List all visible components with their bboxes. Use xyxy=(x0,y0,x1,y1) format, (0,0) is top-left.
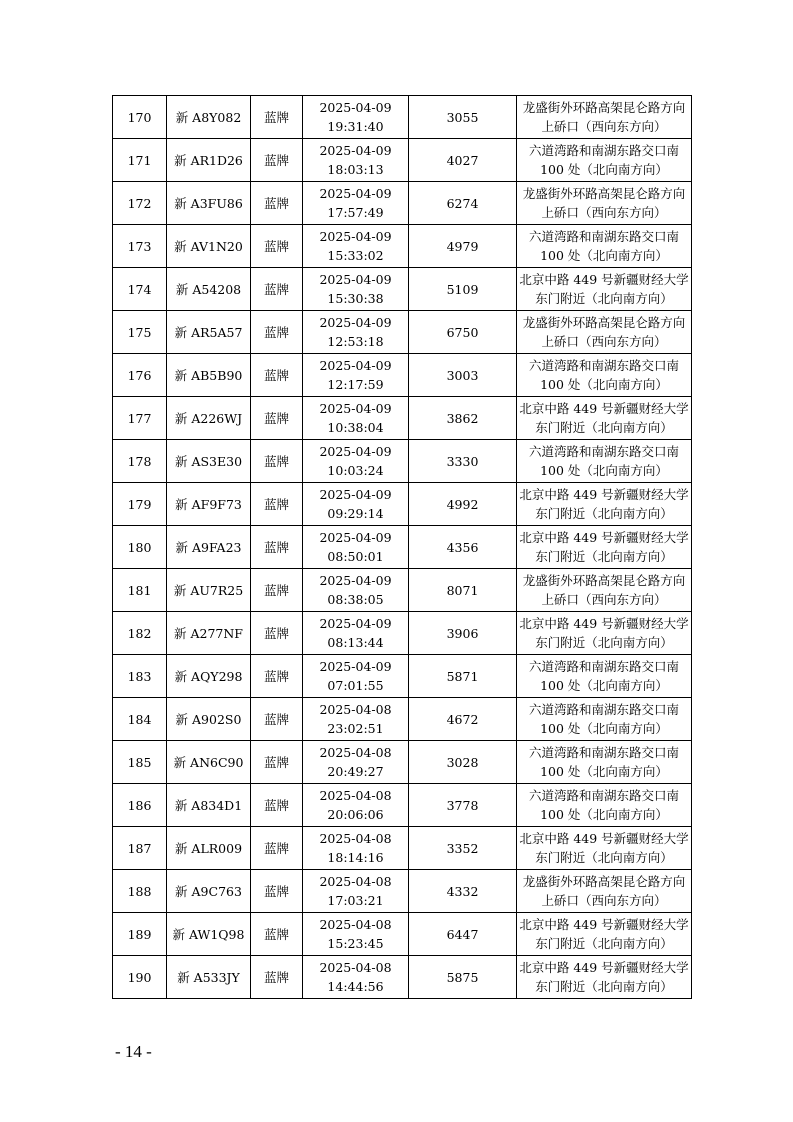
table-row xyxy=(113,397,692,440)
datetime-date: 2025-04-08 xyxy=(319,745,392,760)
datetime-cell xyxy=(303,268,409,311)
location-cell xyxy=(517,483,692,526)
location-cell xyxy=(517,311,692,354)
plate-color-cell: 蓝牌 xyxy=(251,569,303,612)
code-cell: 3028 xyxy=(409,741,517,784)
code-cell: 4979 xyxy=(409,225,517,268)
datetime-cell xyxy=(303,483,409,526)
code-cell: 5109 xyxy=(409,268,517,311)
datetime-time: 20:49:27 xyxy=(327,764,384,779)
datetime-time: 23:02:51 xyxy=(327,721,384,736)
plate-number-cell: 新 A8Y082 xyxy=(167,96,251,139)
code-cell: 4356 xyxy=(409,526,517,569)
datetime-date: 2025-04-08 xyxy=(319,960,392,975)
datetime-date: 2025-04-09 xyxy=(319,315,392,330)
location-loc1: 北京中路 449 号新疆财经大学 xyxy=(519,530,689,545)
datetime-cell xyxy=(303,698,409,741)
location-loc2: 上硚口（西向东方向） xyxy=(541,334,667,349)
row-number-cell: 190 xyxy=(113,956,167,999)
datetime-time: 08:38:05 xyxy=(327,592,384,607)
location-cell xyxy=(517,397,692,440)
row-number-cell: 182 xyxy=(113,612,167,655)
datetime-cell xyxy=(303,96,409,139)
row-number-cell: 170 xyxy=(113,96,167,139)
datetime-cell xyxy=(303,139,409,182)
datetime-time: 18:03:13 xyxy=(327,162,384,177)
location-cell xyxy=(517,612,692,655)
row-number-cell: 186 xyxy=(113,784,167,827)
plate-number-cell: 新 A533JY xyxy=(167,956,251,999)
datetime-time: 10:38:04 xyxy=(327,420,384,435)
datetime-cell xyxy=(303,784,409,827)
datetime-date: 2025-04-09 xyxy=(319,100,392,115)
table-row xyxy=(113,182,692,225)
plate-color-cell: 蓝牌 xyxy=(251,741,303,784)
datetime-date: 2025-04-09 xyxy=(319,143,392,158)
code-cell: 3862 xyxy=(409,397,517,440)
datetime-time: 12:53:18 xyxy=(327,334,384,349)
plate-color-cell: 蓝牌 xyxy=(251,397,303,440)
code-cell: 6274 xyxy=(409,182,517,225)
datetime-time: 19:31:40 xyxy=(327,119,384,134)
plate-number-cell: 新 A3FU86 xyxy=(167,182,251,225)
plate-color-cell: 蓝牌 xyxy=(251,96,303,139)
location-loc2: 东门附近（北向南方向） xyxy=(535,850,673,865)
row-number-cell: 179 xyxy=(113,483,167,526)
location-loc1: 北京中路 449 号新疆财经大学 xyxy=(519,487,689,502)
plate-color-cell: 蓝牌 xyxy=(251,268,303,311)
table-row xyxy=(113,440,692,483)
location-loc2: 东门附近（北向南方向） xyxy=(535,549,673,564)
table-row xyxy=(113,741,692,784)
datetime-cell xyxy=(303,440,409,483)
code-cell: 6750 xyxy=(409,311,517,354)
records-table-body xyxy=(113,96,692,999)
plate-color-cell: 蓝牌 xyxy=(251,870,303,913)
table-row xyxy=(113,483,692,526)
plate-color-cell: 蓝牌 xyxy=(251,225,303,268)
plate-color-cell: 蓝牌 xyxy=(251,440,303,483)
location-cell xyxy=(517,440,692,483)
datetime-cell xyxy=(303,397,409,440)
datetime-time: 12:17:59 xyxy=(327,377,384,392)
table-row xyxy=(113,827,692,870)
datetime-date: 2025-04-09 xyxy=(319,358,392,373)
plate-number-cell: 新 A9C763 xyxy=(167,870,251,913)
plate-color-cell: 蓝牌 xyxy=(251,354,303,397)
location-cell xyxy=(517,741,692,784)
location-cell xyxy=(517,569,692,612)
table-row xyxy=(113,268,692,311)
plate-color-cell: 蓝牌 xyxy=(251,139,303,182)
table-row xyxy=(113,655,692,698)
plate-number-cell: 新 AS3E30 xyxy=(167,440,251,483)
row-number-cell: 175 xyxy=(113,311,167,354)
location-loc1: 六道湾路和南湖东路交口南 xyxy=(528,444,679,459)
datetime-date: 2025-04-09 xyxy=(319,573,392,588)
row-number-cell: 180 xyxy=(113,526,167,569)
location-loc2: 上硚口（西向东方向） xyxy=(541,592,667,607)
code-cell: 4672 xyxy=(409,698,517,741)
location-loc1: 龙盛街外环路高架昆仑路方向 xyxy=(522,186,686,201)
location-cell xyxy=(517,139,692,182)
location-loc1: 北京中路 449 号新疆财经大学 xyxy=(519,960,689,975)
location-loc2: 东门附近（北向南方向） xyxy=(535,291,673,306)
datetime-date: 2025-04-09 xyxy=(319,444,392,459)
plate-color-cell: 蓝牌 xyxy=(251,612,303,655)
datetime-cell xyxy=(303,612,409,655)
location-loc1: 北京中路 449 号新疆财经大学 xyxy=(519,272,689,287)
location-loc2: 100 处（北向南方向） xyxy=(540,678,668,693)
location-cell xyxy=(517,698,692,741)
datetime-date: 2025-04-09 xyxy=(319,616,392,631)
location-loc2: 东门附近（北向南方向） xyxy=(535,506,673,521)
row-number-cell: 183 xyxy=(113,655,167,698)
code-cell: 8071 xyxy=(409,569,517,612)
row-number-cell: 181 xyxy=(113,569,167,612)
datetime-cell xyxy=(303,913,409,956)
datetime-cell xyxy=(303,956,409,999)
datetime-time: 09:29:14 xyxy=(327,506,384,521)
plate-number-cell: 新 A277NF xyxy=(167,612,251,655)
code-cell: 3330 xyxy=(409,440,517,483)
plate-number-cell: 新 AR1D26 xyxy=(167,139,251,182)
datetime-cell xyxy=(303,827,409,870)
location-loc1: 六道湾路和南湖东路交口南 xyxy=(528,745,679,760)
datetime-time: 14:44:56 xyxy=(327,979,384,994)
datetime-date: 2025-04-09 xyxy=(319,229,392,244)
location-cell xyxy=(517,96,692,139)
plate-color-cell: 蓝牌 xyxy=(251,827,303,870)
datetime-time: 15:33:02 xyxy=(327,248,384,263)
datetime-cell xyxy=(303,311,409,354)
location-cell xyxy=(517,913,692,956)
row-number-cell: 171 xyxy=(113,139,167,182)
plate-color-cell: 蓝牌 xyxy=(251,784,303,827)
row-number-cell: 173 xyxy=(113,225,167,268)
location-cell xyxy=(517,870,692,913)
plate-color-cell: 蓝牌 xyxy=(251,311,303,354)
row-number-cell: 174 xyxy=(113,268,167,311)
location-loc2: 上硚口（西向东方向） xyxy=(541,205,667,220)
location-loc2: 上硚口（西向东方向） xyxy=(541,119,667,134)
table-row xyxy=(113,569,692,612)
location-cell xyxy=(517,526,692,569)
row-number-cell: 184 xyxy=(113,698,167,741)
datetime-time: 15:30:38 xyxy=(327,291,384,306)
datetime-date: 2025-04-08 xyxy=(319,874,392,889)
location-loc2: 100 处（北向南方向） xyxy=(540,377,668,392)
location-cell xyxy=(517,268,692,311)
datetime-cell xyxy=(303,870,409,913)
plate-number-cell: 新 A902S0 xyxy=(167,698,251,741)
code-cell: 6447 xyxy=(409,913,517,956)
table-row xyxy=(113,526,692,569)
code-cell: 5875 xyxy=(409,956,517,999)
location-cell xyxy=(517,225,692,268)
location-loc1: 北京中路 449 号新疆财经大学 xyxy=(519,616,689,631)
plate-color-cell: 蓝牌 xyxy=(251,182,303,225)
code-cell: 3003 xyxy=(409,354,517,397)
datetime-date: 2025-04-08 xyxy=(319,831,392,846)
location-loc1: 六道湾路和南湖东路交口南 xyxy=(528,788,679,803)
datetime-time: 18:14:16 xyxy=(327,850,384,865)
datetime-date: 2025-04-09 xyxy=(319,530,392,545)
code-cell: 4992 xyxy=(409,483,517,526)
records-table xyxy=(112,95,692,999)
datetime-time: 08:50:01 xyxy=(327,549,384,564)
plate-color-cell: 蓝牌 xyxy=(251,526,303,569)
code-cell: 3352 xyxy=(409,827,517,870)
table-row xyxy=(113,225,692,268)
plate-number-cell: 新 AR5A57 xyxy=(167,311,251,354)
location-loc2: 100 处（北向南方向） xyxy=(540,721,668,736)
row-number-cell: 172 xyxy=(113,182,167,225)
location-loc1: 六道湾路和南湖东路交口南 xyxy=(528,229,679,244)
plate-color-cell: 蓝牌 xyxy=(251,698,303,741)
datetime-cell xyxy=(303,741,409,784)
datetime-time: 17:57:49 xyxy=(327,205,384,220)
table-row xyxy=(113,913,692,956)
code-cell: 3906 xyxy=(409,612,517,655)
location-loc2: 100 处（北向南方向） xyxy=(540,463,668,478)
row-number-cell: 189 xyxy=(113,913,167,956)
datetime-date: 2025-04-09 xyxy=(319,659,392,674)
row-number-cell: 176 xyxy=(113,354,167,397)
location-loc1: 龙盛街外环路高架昆仑路方向 xyxy=(522,573,686,588)
plate-number-cell: 新 A9FA23 xyxy=(167,526,251,569)
plate-number-cell: 新 AQY298 xyxy=(167,655,251,698)
code-cell: 4332 xyxy=(409,870,517,913)
page-number: - 14 - xyxy=(115,1042,152,1061)
datetime-date: 2025-04-08 xyxy=(319,788,392,803)
code-cell: 3055 xyxy=(409,96,517,139)
location-loc1: 龙盛街外环路高架昆仑路方向 xyxy=(522,874,686,889)
datetime-time: 20:06:06 xyxy=(327,807,384,822)
datetime-cell xyxy=(303,526,409,569)
datetime-date: 2025-04-08 xyxy=(319,702,392,717)
plate-number-cell: 新 AU7R25 xyxy=(167,569,251,612)
row-number-cell: 177 xyxy=(113,397,167,440)
table-row xyxy=(113,354,692,397)
location-loc2: 东门附近（北向南方向） xyxy=(535,635,673,650)
table-row xyxy=(113,139,692,182)
table-row xyxy=(113,784,692,827)
table-row xyxy=(113,96,692,139)
table-row xyxy=(113,698,692,741)
location-cell xyxy=(517,354,692,397)
table-row xyxy=(113,870,692,913)
datetime-time: 07:01:55 xyxy=(327,678,384,693)
datetime-time: 17:03:21 xyxy=(327,893,384,908)
table-row xyxy=(113,311,692,354)
location-cell xyxy=(517,956,692,999)
plate-number-cell: 新 AW1Q98 xyxy=(167,913,251,956)
plate-number-cell: 新 ALR009 xyxy=(167,827,251,870)
location-loc1: 六道湾路和南湖东路交口南 xyxy=(528,143,679,158)
plate-color-cell: 蓝牌 xyxy=(251,655,303,698)
location-cell xyxy=(517,827,692,870)
plate-color-cell: 蓝牌 xyxy=(251,483,303,526)
row-number-cell: 188 xyxy=(113,870,167,913)
location-loc1: 北京中路 449 号新疆财经大学 xyxy=(519,917,689,932)
plate-number-cell: 新 A54208 xyxy=(167,268,251,311)
location-loc1: 六道湾路和南湖东路交口南 xyxy=(528,702,679,717)
plate-color-cell: 蓝牌 xyxy=(251,913,303,956)
table-row xyxy=(113,956,692,999)
location-loc1: 六道湾路和南湖东路交口南 xyxy=(528,659,679,674)
datetime-date: 2025-04-08 xyxy=(319,917,392,932)
location-loc2: 100 处（北向南方向） xyxy=(540,807,668,822)
datetime-date: 2025-04-09 xyxy=(319,487,392,502)
location-cell xyxy=(517,784,692,827)
location-loc1: 北京中路 449 号新疆财经大学 xyxy=(519,401,689,416)
location-loc1: 龙盛街外环路高架昆仑路方向 xyxy=(522,315,686,330)
datetime-date: 2025-04-09 xyxy=(319,186,392,201)
location-loc2: 东门附近（北向南方向） xyxy=(535,936,673,951)
datetime-cell xyxy=(303,655,409,698)
datetime-cell xyxy=(303,354,409,397)
location-cell xyxy=(517,182,692,225)
code-cell: 5871 xyxy=(409,655,517,698)
code-cell: 4027 xyxy=(409,139,517,182)
table-row xyxy=(113,612,692,655)
code-cell: 3778 xyxy=(409,784,517,827)
location-loc2: 东门附近（北向南方向） xyxy=(535,979,673,994)
location-loc2: 100 处（北向南方向） xyxy=(540,248,668,263)
location-loc1: 北京中路 449 号新疆财经大学 xyxy=(519,831,689,846)
row-number-cell: 187 xyxy=(113,827,167,870)
row-number-cell: 178 xyxy=(113,440,167,483)
location-loc2: 东门附近（北向南方向） xyxy=(535,420,673,435)
location-loc1: 六道湾路和南湖东路交口南 xyxy=(528,358,679,373)
location-loc2: 100 处（北向南方向） xyxy=(540,162,668,177)
plate-number-cell: 新 AV1N20 xyxy=(167,225,251,268)
datetime-cell xyxy=(303,569,409,612)
datetime-time: 10:03:24 xyxy=(327,463,384,478)
plate-color-cell: 蓝牌 xyxy=(251,956,303,999)
plate-number-cell: 新 A834D1 xyxy=(167,784,251,827)
plate-number-cell: 新 AB5B90 xyxy=(167,354,251,397)
plate-number-cell: 新 AF9F73 xyxy=(167,483,251,526)
location-cell xyxy=(517,655,692,698)
datetime-time: 08:13:44 xyxy=(327,635,384,650)
location-loc2: 上硚口（西向东方向） xyxy=(541,893,667,908)
row-number-cell: 185 xyxy=(113,741,167,784)
location-loc2: 100 处（北向南方向） xyxy=(540,764,668,779)
plate-number-cell: 新 A226WJ xyxy=(167,397,251,440)
location-loc1: 龙盛街外环路高架昆仑路方向 xyxy=(522,100,686,115)
datetime-cell xyxy=(303,225,409,268)
plate-number-cell: 新 AN6C90 xyxy=(167,741,251,784)
datetime-time: 15:23:45 xyxy=(327,936,384,951)
datetime-cell xyxy=(303,182,409,225)
datetime-date: 2025-04-09 xyxy=(319,401,392,416)
datetime-date: 2025-04-09 xyxy=(319,272,392,287)
